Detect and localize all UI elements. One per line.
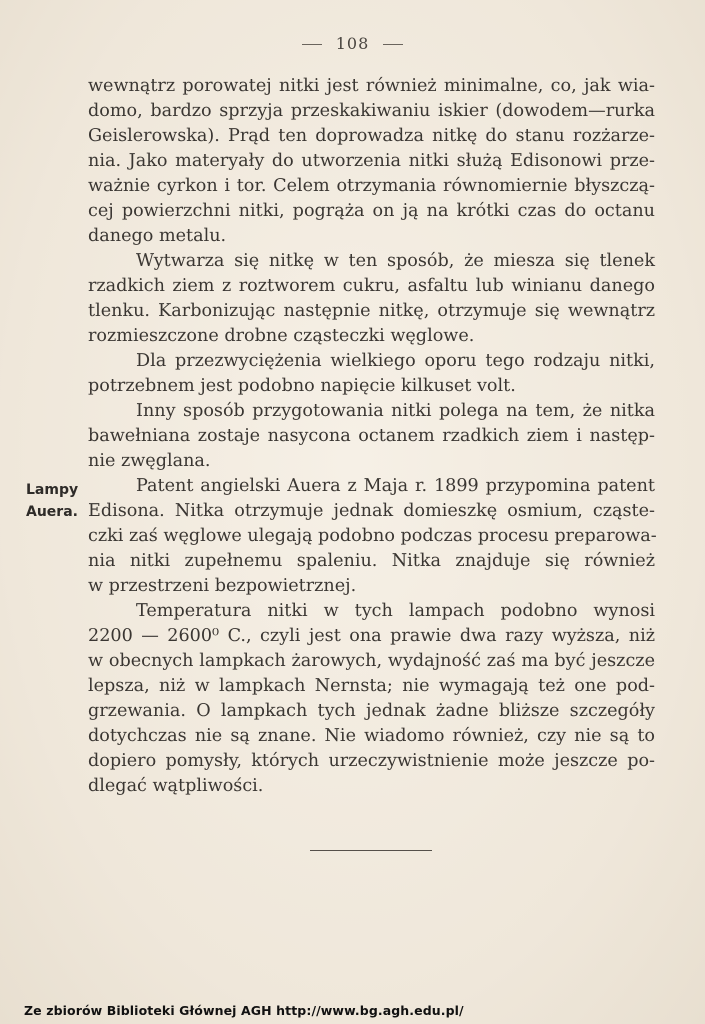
- margin-note: [26, 479, 78, 523]
- header-dash-left: [302, 44, 322, 45]
- text-line: Edisona. Nitka otrzymuje jednak domieszkę osmium, cząste-: [88, 501, 655, 521]
- text-line: dopiero pomysły, których urzeczywistnienie może jeszcze po-: [88, 751, 655, 771]
- text-line: nia. Jako materyały do utworzenia nitki służą Edisonowi prze-: [88, 151, 655, 171]
- text-line: w przestrzeni bezpowietrznej.: [88, 576, 357, 596]
- text-line: wewnątrz porowatej nitki jest również minimalne, co, jak wia-: [88, 76, 655, 96]
- page-number: 108: [335, 34, 370, 53]
- margin-note-line-1: Lampy: [26, 482, 79, 498]
- text-line: Inny sposób przygotowania nitki polega na tem, że nitka: [136, 401, 655, 421]
- text-line: Patent angielski Auera z Maja r. 1899 przypomina patent: [136, 476, 655, 496]
- text-line: czki zaś węglowe ulegają podobno podczas procesu preparowa-: [88, 526, 657, 546]
- text-line: Wytwarza się nitkę w ten sposób, że miesza się tlenek: [136, 251, 655, 271]
- text-line: rzadkich ziem z roztworem cukru, asfaltu lub winianu danego: [88, 276, 655, 296]
- text-line: danego metalu.: [88, 226, 227, 246]
- text-line: bawełniana zostaje nasycona octanem rzadkich ziem i następ-: [88, 426, 655, 446]
- text-line: Dla przezwyciężenia wielkiego oporu tego rodzaju nitki,: [136, 351, 655, 371]
- end-rule: [310, 850, 432, 851]
- text-line: potrzebnem jest podobno napięcie kilkuset volt.: [88, 376, 516, 396]
- text-line: cej powierzchni nitki, pogrąża on ją na krótki czas do octanu: [88, 201, 655, 221]
- text-line: nia nitki zupełnemu spaleniu. Nitka znajduje się również: [88, 551, 655, 571]
- text-line: tlenku. Karbonizując następnie nitkę, otrzymuje się wewnątrz: [88, 301, 655, 321]
- text-line: nie zwęglana.: [88, 451, 211, 471]
- text-line: rozmieszczone drobne cząsteczki węglowe.: [88, 326, 475, 346]
- text-line: lepsza, niż w lampkach Nernsta; nie wymagają też one pod-: [88, 676, 655, 696]
- text-line: grzewania. O lampkach tych jednak żadne bliższe szczegóły: [88, 701, 655, 721]
- body-text: [88, 74, 655, 799]
- text-line: w obecnych lampkach żarowych, wydajność zaś ma być jeszcze: [88, 651, 655, 671]
- header-dash-right: [383, 44, 403, 45]
- text-line: Temperatura nitki w tych lampach podobno wynosi: [136, 601, 655, 621]
- text-line: Geislerowska). Prąd ten doprowadza nitkę do stanu rozżarze-: [88, 126, 655, 146]
- text-line: dotychczas nie są znane. Nie wiadomo również, czy nie są to: [88, 726, 655, 746]
- text-line: 2200 — 2600⁰ C., czyli jest ona prawie dwa razy wyższa, niż: [88, 626, 655, 646]
- margin-note-line-2: Auera.: [26, 504, 78, 520]
- page-header: [0, 34, 705, 53]
- library-footer: Ze zbiorów Biblioteki Głównej AGH http://www.bg.agh.edu.pl/: [24, 1003, 464, 1018]
- text-line: domo, bardzo sprzyja przeskakiwaniu iskier (dowodem—rurka: [88, 101, 655, 121]
- text-line: ważnie cyrkon i tor. Celem otrzymania równomiernie błyszczą-: [88, 176, 655, 196]
- text-line: dlegać wątpliwości.: [88, 776, 264, 796]
